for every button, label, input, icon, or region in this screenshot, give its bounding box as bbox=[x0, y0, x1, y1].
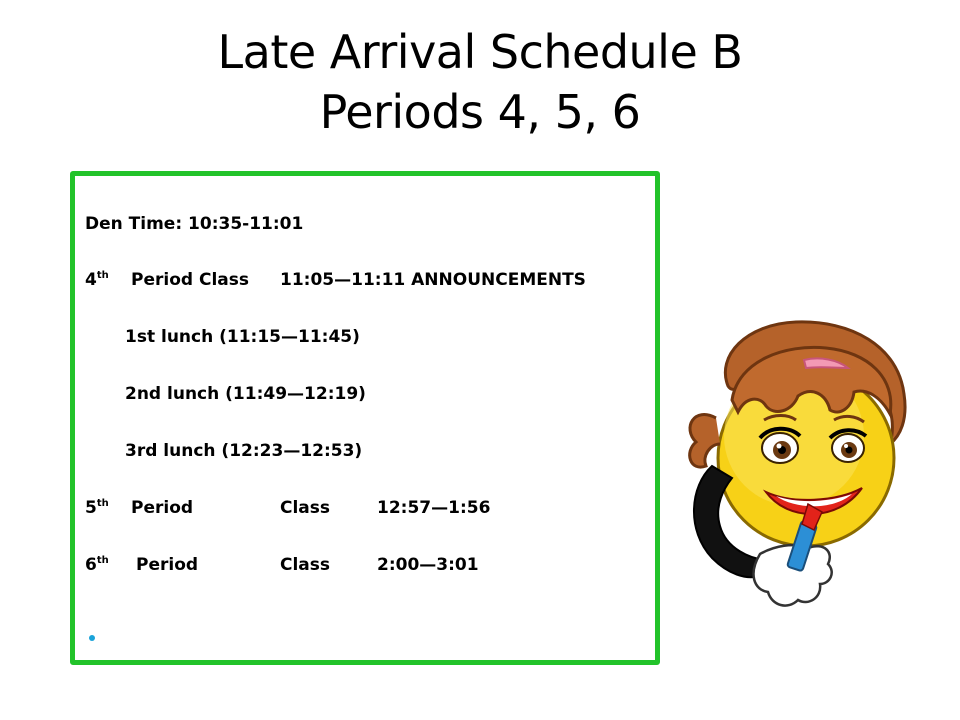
period-4-time: 11:05—11:11 ANNOUNCEMENTS bbox=[280, 270, 586, 290]
period-5-number: 5th bbox=[85, 498, 109, 518]
lunch-1-row: 1st lunch (11:15—11:45) bbox=[125, 327, 360, 347]
schedule-box bbox=[70, 171, 660, 665]
period-4-number: 4th bbox=[85, 270, 109, 290]
period-6-label: Period bbox=[136, 555, 199, 575]
slide-title bbox=[0, 22, 960, 142]
period-5-label: Period bbox=[131, 498, 194, 518]
period-6-row bbox=[85, 555, 645, 577]
period-6-class: Class bbox=[280, 555, 331, 575]
period-6-number: 6th bbox=[85, 555, 109, 575]
period-5-row bbox=[85, 498, 645, 520]
period-4-row bbox=[85, 270, 645, 292]
title-line-1: Late Arrival Schedule B bbox=[217, 25, 743, 79]
title-line-2: Periods 4, 5, 6 bbox=[319, 85, 641, 139]
lunch-3-row: 3rd lunch (12:23—12:53) bbox=[125, 441, 363, 461]
smiley-applying-lipstick-icon bbox=[676, 316, 912, 620]
period-6-time: 2:00—3:01 bbox=[377, 555, 479, 575]
period-4-label: Period Class bbox=[131, 270, 249, 290]
period-5-time: 12:57—1:56 bbox=[377, 498, 491, 518]
empty-bullet-icon bbox=[89, 635, 95, 641]
lunch-2-row: 2nd lunch (11:49—12:19) bbox=[125, 384, 366, 404]
period-5-class: Class bbox=[280, 498, 331, 518]
den-time-row: Den Time: 10:35-11:01 bbox=[85, 214, 304, 234]
